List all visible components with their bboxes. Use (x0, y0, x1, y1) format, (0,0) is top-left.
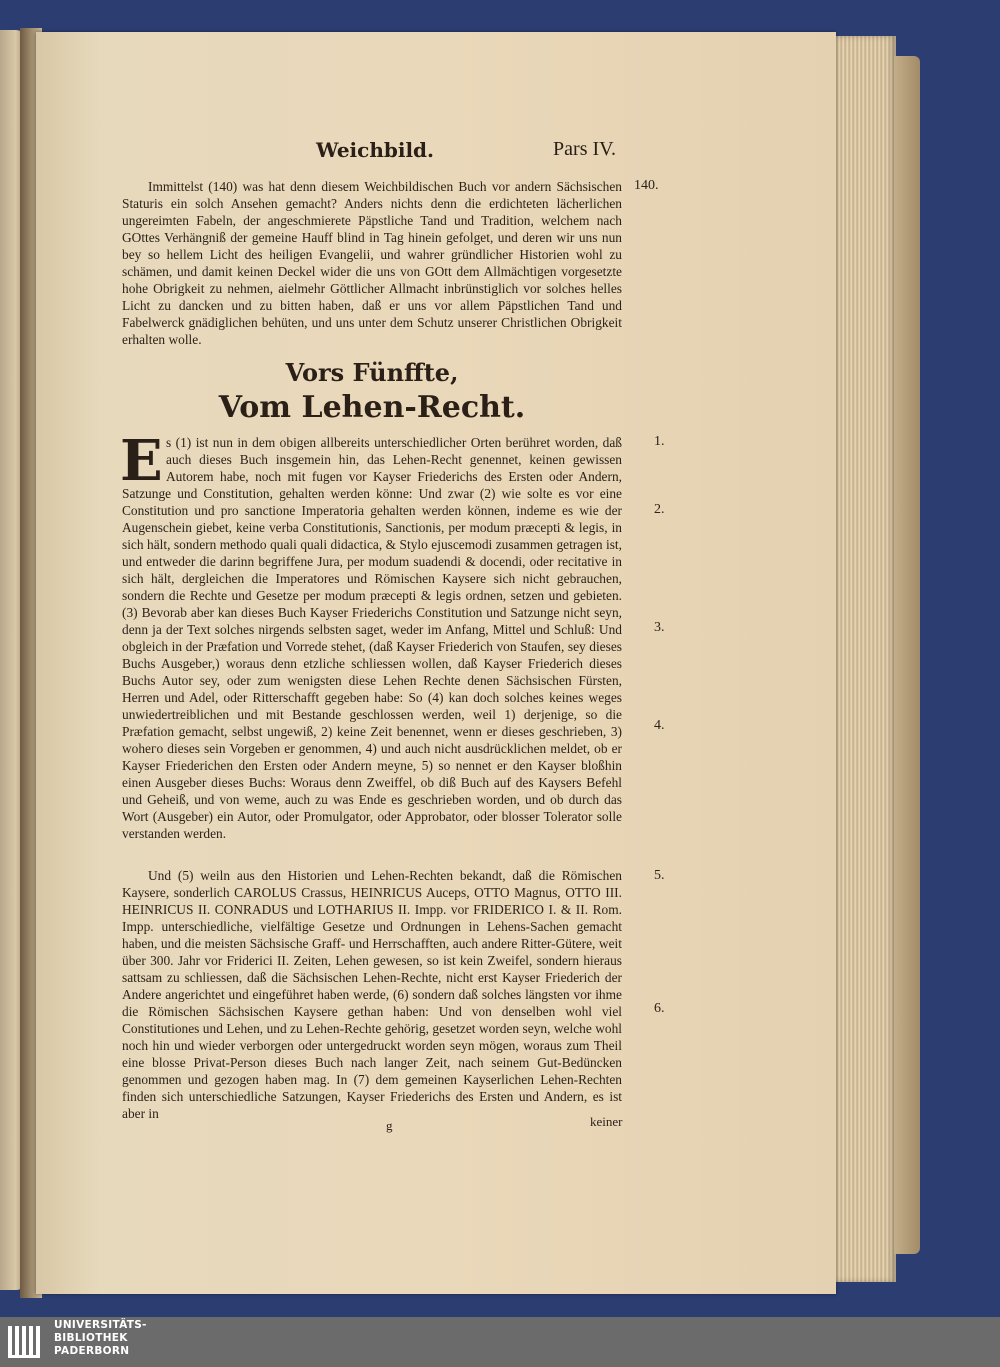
paragraph-140 (122, 178, 622, 348)
part-label: Pars IV. (553, 138, 616, 160)
section-heading-line1: Vors Fünffte, (285, 358, 459, 387)
paragraph-140-text: Immittelst (140) was hat denn diesem Weichbildischen Buch vor andern Sächsischen Staturis ein solch Ansehen gemacht? Anders nichts denn die erdichteten lächerlichen ungereimten Fabeln, der angeschmierete Päpstliche Tand und Tradition, welchem nach GOttes Verhängniß der gemeine Hauff blind in Tag hinein gefolget, und deren wir uns nun bey so hellem Licht des heiligen Evangelii, und wahrer gründlicher Historien wohl zu schämen, und damit keinen Deckel wider die uns von GOtt dem Allmächtigen vorgesetzte hohe Obrigkeit zu nehmen, aielmehr Göttlicher Allmacht inbrünstiglich vor solches helles Licht zu dancken und zu bitten haben, daß er uns vor allem Päpstlichen Tand und Fabelwerck gnädiglichen behüten, und uns unter dem Schutz unserer Christlichen Obrigkeit erhalten wolle. (122, 179, 622, 347)
margin-number-1: 1. (654, 434, 665, 449)
university-library-logo-icon (6, 1322, 46, 1362)
margin-number-5: 5. (654, 868, 665, 883)
page-stack-edge (826, 36, 896, 1282)
margin-number-2: 2. (654, 502, 665, 517)
library-footer (0, 1317, 1000, 1367)
signature-mark: g (386, 1118, 393, 1133)
section-heading-line2: Vom Lehen-Recht. (218, 390, 526, 425)
drop-cap: E (120, 428, 163, 494)
margin-number-4: 4. (654, 718, 665, 733)
margin-number-140: 140. (634, 178, 659, 193)
library-name-line1: UNIVERSITÄTS- (54, 1319, 147, 1331)
margin-number-6: 6. (654, 1001, 665, 1016)
paragraph-historien-text: Und (5) weiln aus den Historien und Lehen-Rechten bekandt, daß die Römischen Kaysere, sonderlich CAROLUS Crassus, HEINRICUS Auceps, OTTO Magnus, OTTO III. HEINRICUS II. CONRADUS und LOTHARIUS II. Impp. vor FRIDERICO I. & II. Rom. Impp. unterschiedliche, vielfältige Gesetze und Ordnungen in Lehens-Sachen gemacht haben, und die meisten Sächsische Graff- und Herrschafften, auch andere Ritter-Gütere, weit über 300. Jahr vor Friderici II. Zeiten, Lehen gewesen, so ist kein Zweifel, sondern hieraus sattsam zu schliessen, daß die Sächsischen Lehen-Rechte, nicht erst Kayser Friederich der Andere angerichtet und eingeführet haben werde, (6) sondern daß solches längsten vor ihme die Römischen Sächsischen Kaysere gethan haben: Und von denselben wohl viel Constitutiones und Lehen, und zu Lehen-Rechte gehörig, gesetzet worden seyn, welche wohl noch hin und wieder verborgen oder untergedruckt worden seyn mögen, woraus zum Theil eine blosse Privat-Person dieses Buch nach langer Zeit, nach seinem Gut-Bedüncken genommen und gezogen haben mag. In (7) dem gemeinen Kayserlichen Lehen-Rechten finden sich unterschiedliche Satzungen, Kayser Friederichs des Ersten und Andern, es ist aber in (122, 868, 622, 1121)
paragraph-lehen-recht (120, 428, 622, 842)
paragraph-historien (122, 867, 622, 1122)
library-name-line2: BIBLIOTHEK (54, 1332, 128, 1344)
catchword: keiner (590, 1114, 623, 1129)
running-header (316, 138, 616, 168)
paragraph-lehen-recht-text: s (1) ist nun in dem obigen allbereits unterschiedlicher Orten berühret worden, daß auch dieses Buch insgemein hin, das Lehen-Recht genennet, keinen gewissen Autorem habe, noch mit fugen vor Kayser Friederichs des Ersten oder Andern, Satzunge und Constitution, gehalten werden könne: Und zwar (2) wie solte es vor eine Constitution und pro sanctione Imperatoria gehalten werden können, indeme es wie der Augenschein giebet, keine verba Constitutionis, Sanctionis, per modum præcepti & legis, in sich hält, sondern methodo quali quali didactica, & Stylo ejuscemodi zusammen getragen ist, und entweder die darinn begriffene Jura, per modum suadendi & docendi, oder recitative in sich hält, dergleichen die Imperatores und Römischen Kaysere sich nicht gebrauchen, sondern die Rechte und Gesetze per modum præcepti & legis ordnen, setzen und gebieten. (3) Bevorab aber kan dieses Buch Kayser Friederichs Constitution und Satzunge nicht seyn, denn ja der Text solches nirgends selbsten saget, weder im Anfang, Mittel und Schluß: Und obgleich in der Præfation und Vorrede stehet, (daß Kayser Friederich von Staufen, sey dieses Buchs Ausgeber,) woraus denn etzliche schliessen wollen, daß Kayser Friederich dieses Buchs Autor sey, oder zum wenigsten diese Lehen Rechte denen Sächsischen Fürsten, Herren und Adel, oder Ritterschafft gegeben habe: So (4) kan doch solches keines weges unwiedertreiblichen und mit Bestande geschlossen werden, weil 1) derjenige, so die Præfation gemacht, selbst ungewiß, 2) keine Zeit benennet, wenn er dieses geschrieben, 3) woheгo dieses sein Vorgeben er genommen, 4) und auch nicht ausdrücklichen meldet, ob er Kayser Friederichen den Ersten oder Andern meyne, 5) so nennet er den Kayser bloßhin einen Ausgeber dieses Buchs: Woraus denn Zweiffel, ob diß Buch auf des Kaysers Befehl und Geheiß, und von weme, auch zu was Ende es geschrieben worden, und ob durch das Wort (Ausgeber) ein Autor, oder Promulgator, oder Approbator, oder blosser Tolerator solle verstanden werden. (122, 435, 622, 841)
margin-number-3: 3. (654, 620, 665, 635)
book-cover-edge (894, 56, 920, 1254)
library-name (54, 1319, 147, 1358)
running-title: Weichbild. (316, 138, 434, 162)
library-name-line3: PADERBORN (54, 1345, 130, 1357)
